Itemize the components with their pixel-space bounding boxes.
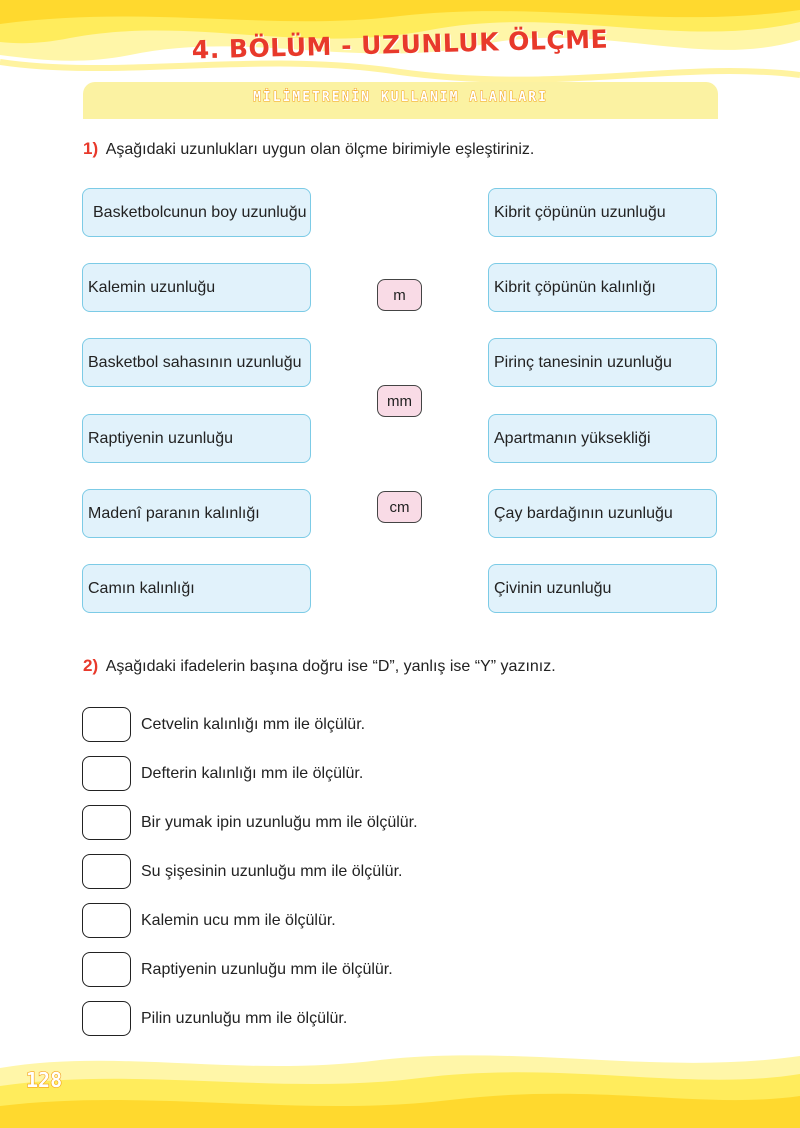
statement-text: Raptiyenin uzunluğu mm ile ölçülür. [141, 961, 393, 978]
match-right-item[interactable]: Kibrit çöpünün uzunluğu [488, 188, 717, 237]
unit-option-mm[interactable]: mm [377, 385, 422, 417]
question-1-number: 1) [83, 139, 99, 158]
statement-text: Defterin kalınlığı mm ile ölçülür. [141, 765, 364, 782]
answer-input-box[interactable] [82, 952, 131, 987]
match-left-item[interactable]: Camın kalınlığı [82, 564, 311, 613]
answer-input-box[interactable] [82, 805, 131, 840]
match-left-item[interactable]: Raptiyenin uzunluğu [82, 414, 311, 463]
statement-text: Bir yumak ipin uzunluğu mm ile ölçülür. [141, 814, 418, 831]
unit-option-cm[interactable]: cm [377, 491, 422, 523]
question-2-number: 2) [83, 656, 99, 675]
match-left-item[interactable]: Kalemin uzunluğu [82, 263, 311, 312]
answer-input-box[interactable] [82, 1001, 131, 1036]
answer-input-box[interactable] [82, 854, 131, 889]
match-left-item[interactable]: Madenî paranın kalınlığı [82, 489, 311, 538]
section-subtitle: MİLİMETRENİN KULLANIM ALANLARI [253, 90, 548, 105]
match-right-item[interactable]: Çay bardağının uzunluğu [488, 489, 717, 538]
match-right-item[interactable]: Apartmanın yüksekliği [488, 414, 717, 463]
page-number: 128 [26, 1068, 63, 1092]
statement-text: Pilin uzunluğu mm ile ölçülür. [141, 1010, 348, 1027]
question-1-text: Aşağıdaki uzunlukları uygun olan ölçme birimiyle eşleştiriniz. [105, 141, 535, 158]
match-right-item[interactable]: Çivinin uzunluğu [488, 564, 717, 613]
match-right-item[interactable]: Pirinç tanesinin uzunluğu [488, 338, 717, 387]
statement-text: Kalemin ucu mm ile ölçülür. [141, 912, 336, 929]
question-1 [83, 139, 534, 159]
match-left-item[interactable]: Basketbol sahasının uzunluğu [82, 338, 311, 387]
match-right-item[interactable]: Kibrit çöpünün kalınlığı [488, 263, 717, 312]
answer-input-box[interactable] [82, 903, 131, 938]
unit-option-m[interactable]: m [377, 279, 422, 311]
statement-text: Cetvelin kalınlığı mm ile ölçülür. [141, 716, 366, 733]
answer-input-box[interactable] [82, 756, 131, 791]
bottom-wave-decoration [0, 1048, 800, 1128]
question-2 [83, 656, 556, 676]
answer-input-box[interactable] [82, 707, 131, 742]
question-2-text: Aşağıdaki ifadelerin başına doğru ise “D”, yanlış ise “Y” yazınız. [105, 658, 556, 675]
statement-text: Su şişesinin uzunluğu mm ile ölçülür. [141, 863, 403, 880]
match-left-item[interactable]: Basketbolcunun boy uzunluğu [82, 188, 311, 237]
chapter-title: 4. BÖLÜM - UZUNLUK ÖLÇME [191, 24, 609, 65]
